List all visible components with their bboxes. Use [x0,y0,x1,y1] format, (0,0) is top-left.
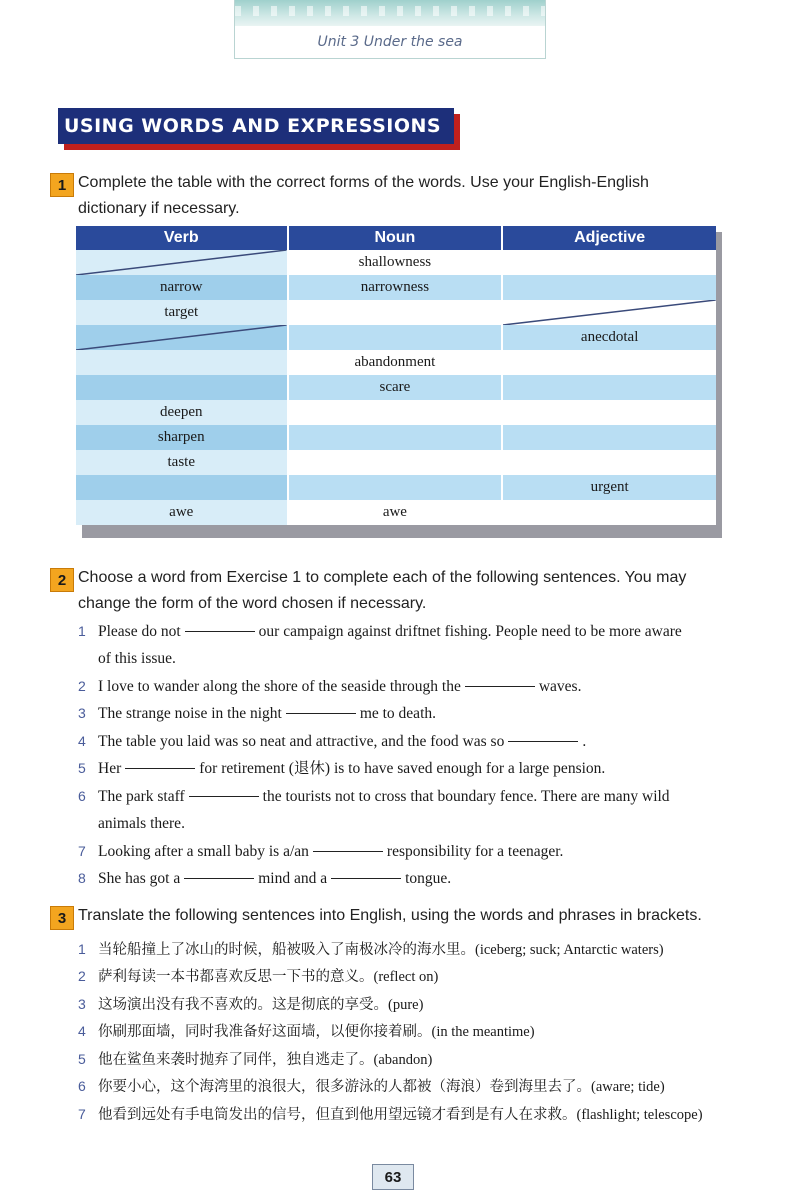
answer-blank[interactable] [313,851,383,852]
answer-blank[interactable] [189,796,259,797]
answer-blank[interactable] [508,741,578,742]
table-cell[interactable] [502,400,716,425]
translation-item: 2 萨利每读一本书都喜欢反思一下书的意义。(reflect on) [78,968,439,985]
table-cell[interactable] [288,300,503,325]
table-cell: urgent [502,475,716,500]
table-cell[interactable] [288,325,503,350]
table-cell: abandonment [288,350,503,375]
table-cell[interactable] [502,375,716,400]
table-cell[interactable] [288,400,503,425]
sentence-item: 6 The park staff the tourists not to cross that boundary fence. There are many wild animals there. [78,788,670,832]
table-cell[interactable] [502,275,716,300]
page-number: 63 [372,1164,414,1190]
table-cell[interactable] [76,375,288,400]
translation-item: 1 当轮船撞上了冰山的时候，船被吸入了南极冰冷的海水里。(iceberg; suck; Antarctic waters) [78,941,664,958]
word-table [76,226,716,525]
sentence-item: 5 Her for retirement (退休) is to have saved enough for a large pension. [78,760,606,777]
table-row [76,250,716,275]
table-cell[interactable] [76,350,288,375]
sentence-item: 8 She has got a mind and a tongue. [78,870,452,887]
word-forms-table [76,226,716,532]
table-row [76,350,716,375]
sentence-item: 2 I love to wander along the shore of the seaside through the waves. [78,678,582,695]
table-cell: narrowness [288,275,503,300]
answer-blank[interactable] [184,878,254,879]
table-cell: shallowness [288,250,503,275]
table-cell[interactable] [502,350,716,375]
table-row [76,500,716,525]
table-cell: target [76,300,288,325]
table-cell[interactable] [502,425,716,450]
table-row [76,475,716,500]
table-row [76,450,716,475]
exercise-2-number: 2 [50,568,74,592]
table-cell[interactable] [76,325,288,350]
table-cell[interactable] [502,300,716,325]
table-row [76,275,716,300]
exercise-3-number: 3 [50,906,74,930]
section-heading [58,108,460,150]
table-cell: scare [288,375,503,400]
translation-item: 7 他看到远处有手电筒发出的信号，但直到他用望远镜才看到是有人在求救。(flashlight; telescope) [78,1106,703,1123]
table-cell: narrow [76,275,288,300]
table-cell: sharpen [76,425,288,450]
table-cell[interactable] [502,500,716,525]
table-row [76,375,716,400]
answer-blank[interactable] [125,768,195,769]
table-cell[interactable] [76,475,288,500]
column-header-adjective: Adjective [502,226,716,250]
translation-item: 5 他在鲨鱼来袭时抛弃了同伴，独自逃走了。(abandon) [78,1051,433,1068]
table-cell: awe [288,500,503,525]
strike-line [76,250,287,275]
table-cell[interactable] [502,250,716,275]
table-row [76,400,716,425]
sentence-item: 7 Looking after a small baby is a/an responsibility for a teenager. [78,843,564,860]
answer-blank[interactable] [286,713,356,714]
unit-banner [234,0,546,59]
table-cell[interactable] [76,250,288,275]
answer-blank[interactable] [185,631,255,632]
table-cell[interactable] [502,450,716,475]
exercise-1-instruction: Complete the table with the correct forms of the words. Use your English-English dictionary if necessary. [78,174,649,217]
exercise-1-number: 1 [50,173,74,197]
section-title: USING WORDS AND EXPRESSIONS [64,115,442,137]
exercise-3-instruction: Translate the following sentences into English, using the words and phrases in brackets. [78,907,702,924]
table-cell[interactable] [288,475,503,500]
answer-blank[interactable] [465,686,535,687]
sentence-item: 4 The table you laid was so neat and attractive, and the food was so . [78,733,587,750]
translation-item: 3 这场演出没有我不喜欢的。这是彻底的享受。(pure) [78,996,424,1013]
table-cell: anecdotal [502,325,716,350]
table-row [76,325,716,350]
column-header-noun: Noun [288,226,503,250]
column-header-verb: Verb [76,226,288,250]
translation-item: 4 你刷那面墙，同时我准备好这面墙，以便你接着刷。(in the meantime) [78,1023,535,1040]
table-row [76,300,716,325]
strike-line [503,300,716,325]
table-cell: awe [76,500,288,525]
unit-title: Unit 3 Under the sea [317,34,463,50]
table-cell: taste [76,450,288,475]
table-row [76,425,716,450]
table-cell: deepen [76,400,288,425]
sentence-item: 1 Please do not our campaign against driftnet fishing. People need to be more aware of this issue. [78,623,682,667]
answer-blank[interactable] [331,878,401,879]
translation-item: 6 你要小心，这个海湾里的浪很大，很多游泳的人都被（海浪）卷到海里去了。(aware; tide) [78,1078,665,1095]
exercise-2-instruction: Choose a word from Exercise 1 to complete each of the following sentences. You may change the form of the word chosen if necessary. [78,569,687,612]
strike-line [76,325,287,350]
sea-wave-image [235,0,545,26]
sentence-item: 3 The strange noise in the night me to death. [78,705,436,722]
table-cell[interactable] [288,450,503,475]
table-cell[interactable] [288,425,503,450]
